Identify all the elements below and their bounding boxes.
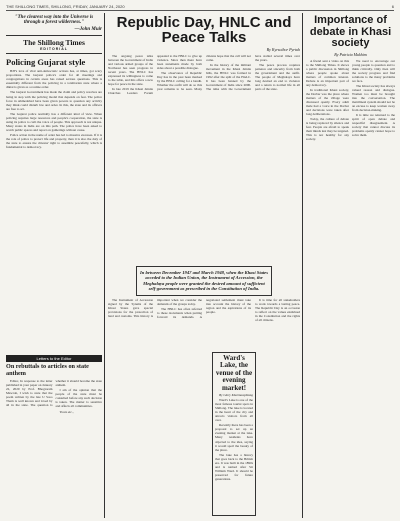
lead-story	[108, 13, 300, 518]
editorial-paragraph: BJP's love of vital anti-democratic actions has, at times, got scary proportions. The Gujarat police's order for all meetings and congregations in certain areas has raised serious questions. This is essentially different from the policing in a totalitarian state where a diktat is given as a routine order.	[6, 69, 102, 90]
editorial-paragraph: Police action in the name of order has led to massive excesses. If it is the role of police to protect life and property, then it is also the duty of the state to ensure the citizens' right to assemble peacefully, which is fundamental to democracy.	[6, 132, 102, 150]
letters-section	[6, 355, 102, 414]
quote-author: —John Muir	[74, 26, 102, 32]
letters-tab: Letters to the Editor	[6, 355, 102, 362]
lead-paragraph: The peace process requires patience and sincerity from both the government and the outfit. The people of Meghalaya have long desired an end to violence and a return to normal life in all parts of the state.	[255, 63, 300, 92]
letters-headline: On rebuttals to articles on state anthem	[6, 363, 89, 377]
wards-byline: By Glory Kharmawphlang	[219, 393, 253, 398]
wards-body	[215, 398, 253, 481]
wards-paragraph: Recently there has been a proposal to set up an evening market at the lake. Many residents have objected to the idea, saying it would spoil the beauty of the place.	[215, 423, 253, 452]
opinion-paragraph: The Khasi society has always valued reason and dialogue. Women too must be brought into the conversation. The matrilineal system should not be an excuse to keep women away from decision-making.	[352, 83, 395, 113]
quote-text: "The clearest way into the Universe is through a forest wilderness."	[14, 15, 94, 26]
wards-headline: Ward's Lake, the venue of the evening market!	[215, 354, 253, 392]
letter-paragraph: Editor, In response to the letter published in your paper on January 22, 2020 by Prof. Bhogtoram Mawroh, I wish to state that the poem written by the late U Soso Tham is well known and loved by all in the state. The question is whether it should become the state anthem.	[6, 379, 102, 408]
editorial-headline: Policing Gujarat style	[6, 57, 86, 68]
opinion-paragraph: A friend sent a video on this to the Shillong Times. It shows a public discussion in Shillong where people spoke about matters of common interest. Debate is an important part of any democracy.	[306, 58, 349, 87]
lead-paragraph: The HNLC has often referred to these documents when putting forward its demands. A negotiated settlement must take into account the history of the region and the aspirations of its people.	[157, 297, 251, 319]
opinion-paragraph: It is time we returned to the spirit of open debate and respectful disagreement. A society that cannot discuss its problems openly cannot hope to solve them.	[352, 113, 395, 138]
opinion-body	[306, 59, 395, 514]
editorial-column	[6, 13, 102, 518]
lead-paragraph: In late 2019 the Khasi Jaintia Churches Leaders Forum appealed to the HNLC to give up violence. Since then there have been statements made by both sides about a possible dialogue.	[108, 54, 202, 96]
lead-paragraph: The observance of Republic Day has in the past been marked by the HNLC calling for a bandh. Whether the outfit will do so this year remains to be seen. Many citizens hope that the call will not come.	[157, 54, 251, 92]
wards-paragraph: The lake has a history that goes back to the British era. It was built in the 1890s and is named after Sir William Ward. It should be preserved for future generations.	[215, 452, 253, 481]
opinion-paragraph: Today, the culture of debate is being replaced by silence and fear. People are afraid to speak their minds lest they be targeted. This is not healthy for any society.	[306, 117, 349, 142]
letter-paragraph: Yours etc.,	[59, 409, 74, 414]
opinion-headline: Importance of debate in Khasi society	[309, 14, 392, 49]
lead-body-continued	[108, 298, 300, 518]
pull-quote-text: In between December 1947 and March 1948, when the Khasi States acceded to the Indian Union, the Instrument of Accession, the Meghalaya people were granted the desired amount of sufficient self-government as prescribed in the Constitution of India.	[140, 270, 268, 292]
editorial-body	[6, 69, 102, 150]
lead-paragraph: It is time for all stakeholders to work towards a lasting peace. The Republic Day is an occasion to reflect on the values enshrined in the Constitution and the rights of all citizens.	[255, 297, 300, 322]
page-number: 6	[391, 4, 394, 9]
quote-box	[6, 15, 102, 32]
page-header	[6, 3, 394, 11]
editorial-paragraph: The Gujarat Government has made the claim and policy resolves are being in step with the policing model that depends on fear. The police force in Ahmedabad have been given powers to question any activity they think could disturb law and order. In this, the state and its officers are free to act.	[6, 90, 102, 111]
column-divider	[302, 13, 303, 518]
wards-lake-story	[212, 352, 256, 516]
lead-paragraph: The Instrument of Accession signed by the Syiems of the Khasi States gave special provisions for the protection of land and customs. This history is important when we consider the demands of the groups today.	[108, 297, 202, 318]
editorial-paragraph: The Gujarat police normally has a different kind of view. When policing requires large resources and people's cooperation, the state is using its police to curb the voice of people. This approach is not unique. Many states in India are on this path. The police have been asked to watch public spaces and report on gatherings without cause.	[6, 111, 102, 132]
masthead-subtitle: EDITORIAL	[40, 47, 68, 52]
opinion-paragraph: We need to encourage our young people to question and to think critically. Only then will the society progress and find solutions to the many problems we face.	[352, 58, 395, 83]
column-divider	[104, 13, 105, 518]
opinion-paragraph: In traditional Khasi society, the Dorbar was the place where matters of the village were discussed openly. Every adult male had a voice in the Dorbar and decisions were taken after long deliberations.	[306, 87, 349, 117]
letter-paragraph: I am of the opinion that the people of the state must be consulted before any such decision is taken. The matter is sensitive and affects all communities.	[55, 388, 102, 409]
lead-body	[108, 54, 300, 264]
wards-paragraph: Ward's Lake is one of the most famous tourist spots in Shillong. The lake is located in the heart of the city and attracts visitors from all over.	[215, 398, 253, 423]
pull-quote	[136, 266, 272, 296]
masthead-title: The Shillong Times	[23, 38, 85, 48]
lead-paragraph: The ongoing peace talks between the Government of India and various armed groups of the Northeast has seen progress in recent years. The HNLC has expressed its willingness to come to the table, and this offers a new hope for peace in the state.	[108, 54, 153, 87]
opinion-byline: By Patricia Mukhim	[334, 51, 367, 57]
masthead	[6, 35, 102, 54]
header-date: THE SHILLONG TIMES, SHILLONG, FRIDAY, JANUARY 24, 2020	[6, 4, 125, 9]
letters-body	[6, 379, 102, 413]
lead-headline: Republic Day, HNLC and Peace Talks	[116, 14, 292, 46]
opinion-column	[306, 13, 395, 518]
lead-paragraph: In the history of the militant movement in the Khasi Jaintia hills, the HNLC was formed in 1992 after the split of the HALC. It has been banned by the Government of India since 2000. The talks with the Government have stalled several times over the years.	[206, 54, 300, 92]
lead-byline: By Kyrsoibor Pyrtuh	[266, 47, 300, 52]
